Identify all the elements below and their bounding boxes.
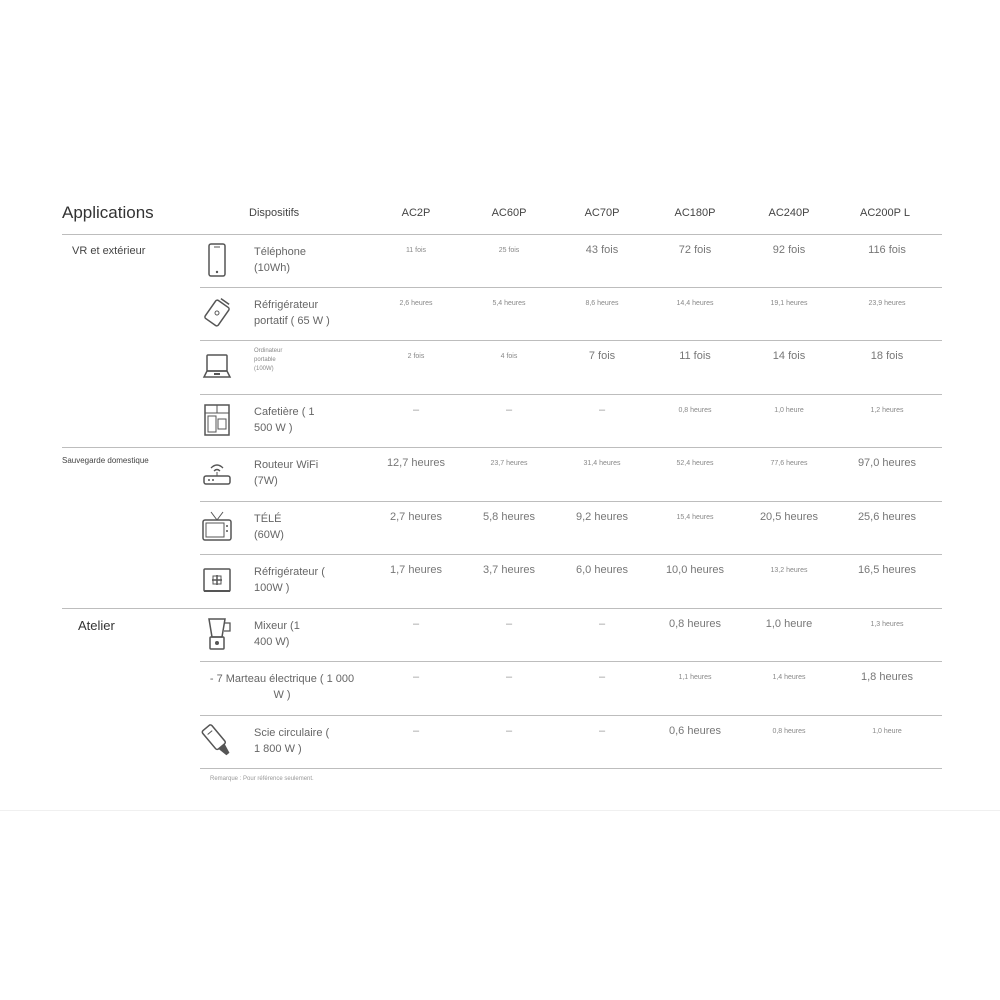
table-cell: –	[598, 671, 606, 683]
device-name-line: W )	[273, 689, 291, 701]
device-name-line: Réfrigérateur (	[254, 566, 325, 578]
table-cell: 20,5 heures	[759, 511, 819, 523]
table-cell: –	[598, 618, 606, 630]
table-cell: –	[505, 618, 513, 630]
device-name	[254, 725, 374, 757]
table-cell: 6,0 heures	[576, 564, 628, 576]
device-name-line: (100W)	[254, 366, 274, 372]
table-row	[62, 609, 942, 662]
table-cell: –	[505, 404, 513, 416]
device-name-line: Scie circulaire (	[254, 727, 330, 739]
model-header-ac70p: AC70P	[584, 207, 620, 219]
device-name-line: Téléphone	[254, 246, 306, 258]
table-cell: 11 fois	[679, 350, 711, 362]
device-name-line: TÉLÉ	[254, 513, 282, 525]
device-name-line: Mixeur (1	[254, 620, 300, 632]
table-cell: 43 fois	[585, 244, 619, 256]
model-header-ac60p: AC60P	[491, 207, 527, 219]
table-cell: –	[412, 725, 420, 737]
table-cell: 25 fois	[498, 247, 520, 254]
device-name	[254, 244, 374, 276]
device-name	[254, 457, 374, 489]
coffee-maker-icon	[200, 401, 234, 439]
model-header-ac180p: AC180P	[674, 207, 716, 219]
table-cell: 25,6 heures	[857, 511, 917, 523]
model-header-ac2p: AC2P	[401, 207, 431, 219]
footnote: Remarque : Pour référence seulement.	[210, 776, 314, 782]
table-cell: 23,7 heures	[490, 460, 528, 467]
device-name-line: Routeur WiFi	[254, 459, 319, 471]
table-cell: 14 fois	[772, 350, 806, 362]
table-cell: 1,1 heures	[678, 674, 712, 681]
table-cell: 10,0 heures	[665, 564, 725, 576]
table-cell: 14,4 heures	[676, 300, 714, 307]
category-home: Sauvegarde domestique	[62, 456, 149, 465]
table-cell: 1,8 heures	[861, 671, 913, 683]
device-name-line: Ordinateur	[254, 348, 283, 354]
table-cell: –	[598, 725, 606, 737]
table-row	[62, 662, 942, 715]
table-cell: 8,6 heures	[585, 300, 619, 307]
table-cell: 0,6 heures	[669, 725, 721, 737]
table-row	[62, 288, 942, 341]
table-row	[62, 395, 942, 448]
device-name-line: - 7 Marteau électrique ( 1 000	[209, 673, 355, 685]
table-cell: 15,4 heures	[676, 514, 714, 521]
table-cell: 116 fois	[868, 244, 906, 256]
table-cell: 2,7 heures	[390, 511, 442, 523]
table-cell: 9,2 heures	[576, 511, 628, 523]
laptop-icon	[200, 347, 234, 385]
model-header-ac200pl: AC200P L	[860, 207, 910, 219]
table-cell: 11 fois	[405, 247, 427, 254]
page-divider	[0, 810, 1000, 811]
table-cell: –	[505, 671, 513, 683]
model-header-ac240p: AC240P	[768, 207, 810, 219]
table-cell: 1,3 heures	[870, 621, 904, 628]
table-cell: 2 fois	[407, 353, 425, 360]
table-cell: 1,0 heure	[872, 728, 902, 735]
table-cell: 5,4 heures	[492, 300, 526, 307]
table-cell: –	[505, 725, 513, 737]
device-name-line: 400 W)	[254, 636, 290, 648]
category-rv: VR et extérieur	[72, 245, 146, 257]
table-cell: 52,4 heures	[676, 460, 714, 467]
device-name-line: portable	[254, 357, 276, 363]
applications-heading: Applications	[62, 203, 154, 222]
table-cell: 1,0 heure	[765, 618, 813, 630]
devices-heading: Dispositifs	[249, 207, 300, 219]
table-cell: 19,1 heures	[770, 300, 808, 307]
tv-icon	[200, 508, 234, 546]
device-name	[254, 564, 374, 596]
table-cell: 1,4 heures	[772, 674, 806, 681]
table-cell: –	[412, 404, 420, 416]
table-cell: 1,2 heures	[870, 407, 904, 414]
device-name-line: 500 W )	[254, 422, 293, 434]
table-row	[62, 341, 942, 394]
table-cell: –	[412, 671, 420, 683]
circular-saw-icon	[200, 722, 234, 760]
table-row	[62, 448, 942, 501]
table-row	[62, 502, 942, 555]
blender-icon	[200, 615, 234, 653]
portable-fridge-icon	[200, 294, 234, 332]
table-row	[62, 555, 942, 608]
table-cell: 16,5 heures	[857, 564, 917, 576]
device-name-line: (60W)	[254, 529, 284, 541]
table-cell: 5,8 heures	[483, 511, 535, 523]
device-name-line: (10Wh)	[254, 262, 291, 274]
table-cell: 1,0 heure	[774, 407, 804, 414]
fridge-icon	[200, 561, 234, 599]
device-name	[254, 618, 374, 650]
table-cell: –	[412, 618, 420, 630]
table-cell: 72 fois	[678, 244, 712, 256]
device-name-line: 100W )	[254, 582, 290, 594]
table-cell: 13,2 heures	[770, 567, 808, 574]
device-name-line: Réfrigérateur	[254, 299, 319, 311]
table-cell: 0,8 heures	[678, 407, 712, 414]
device-name	[254, 511, 374, 543]
device-name	[202, 671, 362, 703]
table-cell: 23,9 heures	[868, 300, 906, 307]
table-cell: 77,6 heures	[770, 460, 808, 467]
table-cell: –	[598, 404, 606, 416]
table-row	[62, 235, 942, 288]
table-row	[62, 716, 942, 769]
device-name	[254, 404, 374, 436]
table-cell: 92 fois	[772, 244, 806, 256]
table-cell: 7 fois	[588, 350, 616, 362]
category-workshop: Atelier	[78, 618, 115, 633]
table-cell: 4 fois	[500, 353, 518, 360]
device-name-line: Cafetière ( 1	[254, 406, 315, 418]
router-icon	[200, 454, 234, 492]
table-cell: 2,6 heures	[399, 300, 433, 307]
table-cell: 18 fois	[870, 350, 904, 362]
table-cell: 3,7 heures	[483, 564, 535, 576]
table-cell: 12,7 heures	[386, 457, 446, 469]
device-name-line: portatif ( 65 W )	[254, 315, 330, 327]
phone-icon	[200, 241, 234, 279]
device-name	[254, 297, 374, 329]
table-cell: 0,8 heures	[772, 728, 806, 735]
device-name	[254, 347, 374, 374]
device-name-line: (7W)	[254, 475, 278, 487]
device-name-line: 1 800 W )	[254, 743, 302, 755]
table-cell: 97,0 heures	[857, 457, 917, 469]
table-cell: 0,8 heures	[669, 618, 721, 630]
table-cell: 1,7 heures	[390, 564, 442, 576]
table-cell: 31,4 heures	[583, 460, 621, 467]
